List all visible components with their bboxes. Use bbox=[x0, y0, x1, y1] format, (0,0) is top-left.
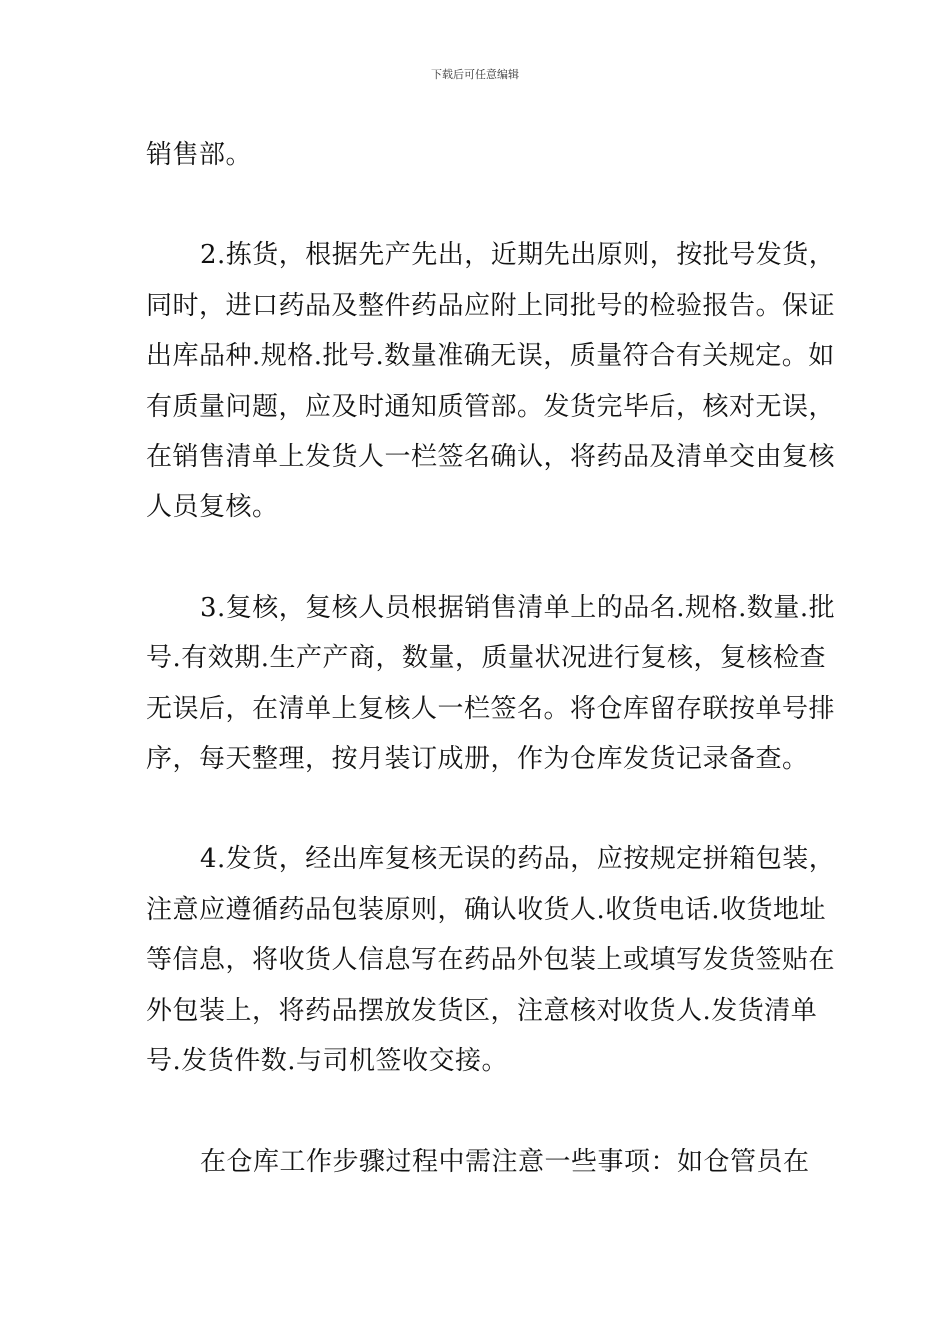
document-body bbox=[146, 130, 836, 1187]
paragraph-review: 3.复核，复核人员根据销售清单上的品名.规格.数量.批号.有效期.生产产商，数量，质量状况进行复核，复核检查无误后，在清单上复核人一栏签名。将仓库留存联按单号排序，每天整理，按月装订成册，作为仓库发货记录备查。 bbox=[146, 592, 836, 775]
page-header: 下载后可任意编辑 bbox=[431, 68, 519, 81]
paragraph-continuation: 销售部。 bbox=[146, 140, 253, 170]
paragraph-picking: 2.拣货，根据先产先出，近期先出原则，按批号发货，同时，进口药品及整件药品应附上同批号的检验报告。保证出库品种.规格.批号.数量准确无误，质量符合有关规定。如有质量问题，应及时通知质管部。发货完毕后，核对无误，在销售清单上发货人一栏签名确认，将药品及清单交由复核人员复核。 bbox=[146, 240, 836, 523]
paragraph-shipping: 4.发货，经出库复核无误的药品，应按规定拼箱包装，注意应遵循药品包装原则，确认收货人.收货电话.收货地址等信息，将收货人信息写在药品外包装上或填写发货签贴在外包装上，将药品摆放发货区，注意核对收货人.发货清单号.发货件数.与司机签收交接。 bbox=[146, 844, 836, 1077]
paragraph-notes: 在仓库工作步骤过程中需注意一些事项：如仓管员在 bbox=[200, 1146, 810, 1177]
